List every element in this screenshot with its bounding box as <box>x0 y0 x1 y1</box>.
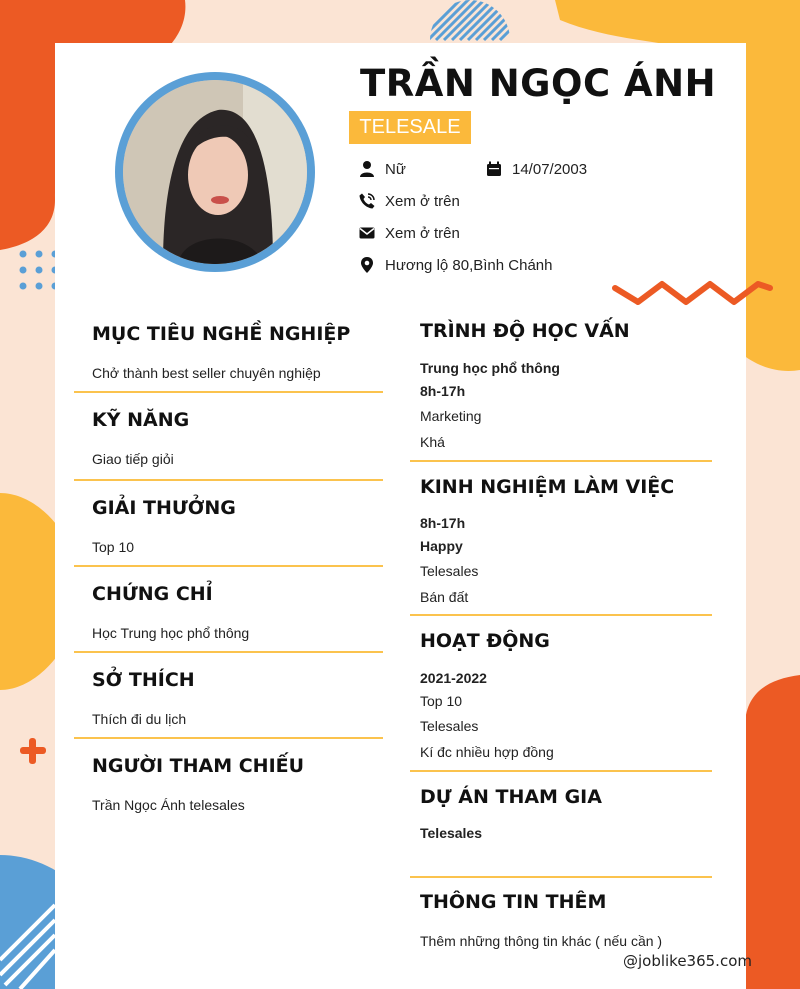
avatar-photo-icon <box>123 80 307 264</box>
position-badge: TELESALE <box>349 111 471 144</box>
activities-line1: Top 10 <box>420 693 463 709</box>
divider <box>74 479 383 481</box>
hobbies-title: SỞ THÍCH <box>92 669 195 691</box>
activities-title: HOẠT ĐỘNG <box>420 630 550 652</box>
email-value: Xem ở trên <box>385 224 460 242</box>
experience-title: KINH NGHIỆM LÀM VIỆC <box>420 476 675 498</box>
gender-value: Nữ <box>385 160 406 178</box>
calendar-icon <box>485 160 503 178</box>
additional-text: Thêm những thông tin khác ( nếu cần ) <box>420 933 663 949</box>
zigzag-decoration <box>610 276 780 316</box>
divider <box>74 391 383 393</box>
additional-title: THÔNG TIN THÊM <box>420 891 607 913</box>
divider <box>410 876 712 878</box>
divider <box>410 614 712 616</box>
phone-row <box>358 192 460 210</box>
divider <box>410 460 712 462</box>
awards-title: GIẢI THƯỞNG <box>92 497 236 519</box>
objective-text: Chở thành best seller chuyên nghiệp <box>92 365 321 381</box>
experience-company: Happy <box>420 538 463 554</box>
candidate-name: TRẦN NGỌC ÁNH <box>360 62 717 105</box>
email-row <box>358 224 460 242</box>
gender-row <box>358 160 406 178</box>
projects-name: Telesales <box>420 825 483 841</box>
certificates-text: Học Trung học phổ thông <box>92 625 250 641</box>
divider <box>410 770 712 772</box>
education-major: Marketing <box>420 408 482 424</box>
map-pin-icon <box>358 256 376 274</box>
activities-line2: Telesales <box>420 718 479 734</box>
hobbies-text: Thích đi du lịch <box>92 711 187 727</box>
objective-title: MỤC TIÊU NGHỀ NGHIỆP <box>92 323 351 345</box>
skills-title: KỸ NĂNG <box>92 409 190 431</box>
education-school: Trung học phổ thông <box>420 360 560 376</box>
divider <box>74 737 383 739</box>
dob-value: 14/07/2003 <box>512 160 588 178</box>
envelope-icon <box>358 224 376 242</box>
references-text: Trần Ngọc Ánh telesales <box>92 797 245 813</box>
activities-time: 2021-2022 <box>420 670 487 686</box>
experience-detail: Bán đất <box>420 589 469 605</box>
experience-role: Telesales <box>420 563 479 579</box>
certificates-title: CHỨNG CHỈ <box>92 583 213 605</box>
activities-line3: Kí đc nhiều hợp đồng <box>420 744 554 760</box>
phone-value: Xem ở trên <box>385 192 460 210</box>
watermark: @joblike365.com <box>622 952 752 970</box>
references-title: NGƯỜI THAM CHIẾU <box>92 755 305 777</box>
phone-icon <box>358 192 376 210</box>
divider <box>74 651 383 653</box>
address-row <box>358 256 552 274</box>
education-time: 8h-17h <box>420 383 466 399</box>
person-icon <box>358 160 376 178</box>
avatar <box>123 80 307 264</box>
education-title: TRÌNH ĐỘ HỌC VẤN <box>420 320 630 342</box>
address-value: Hương lộ 80,Bình Chánh <box>385 256 553 274</box>
divider <box>74 565 383 567</box>
education-grade: Khá <box>420 434 445 450</box>
projects-title: DỰ ÁN THAM GIA <box>420 786 602 808</box>
awards-text: Top 10 <box>92 539 135 555</box>
experience-time: 8h-17h <box>420 515 466 531</box>
skills-text: Giao tiếp giỏi <box>92 451 174 467</box>
dob-row <box>485 160 587 178</box>
